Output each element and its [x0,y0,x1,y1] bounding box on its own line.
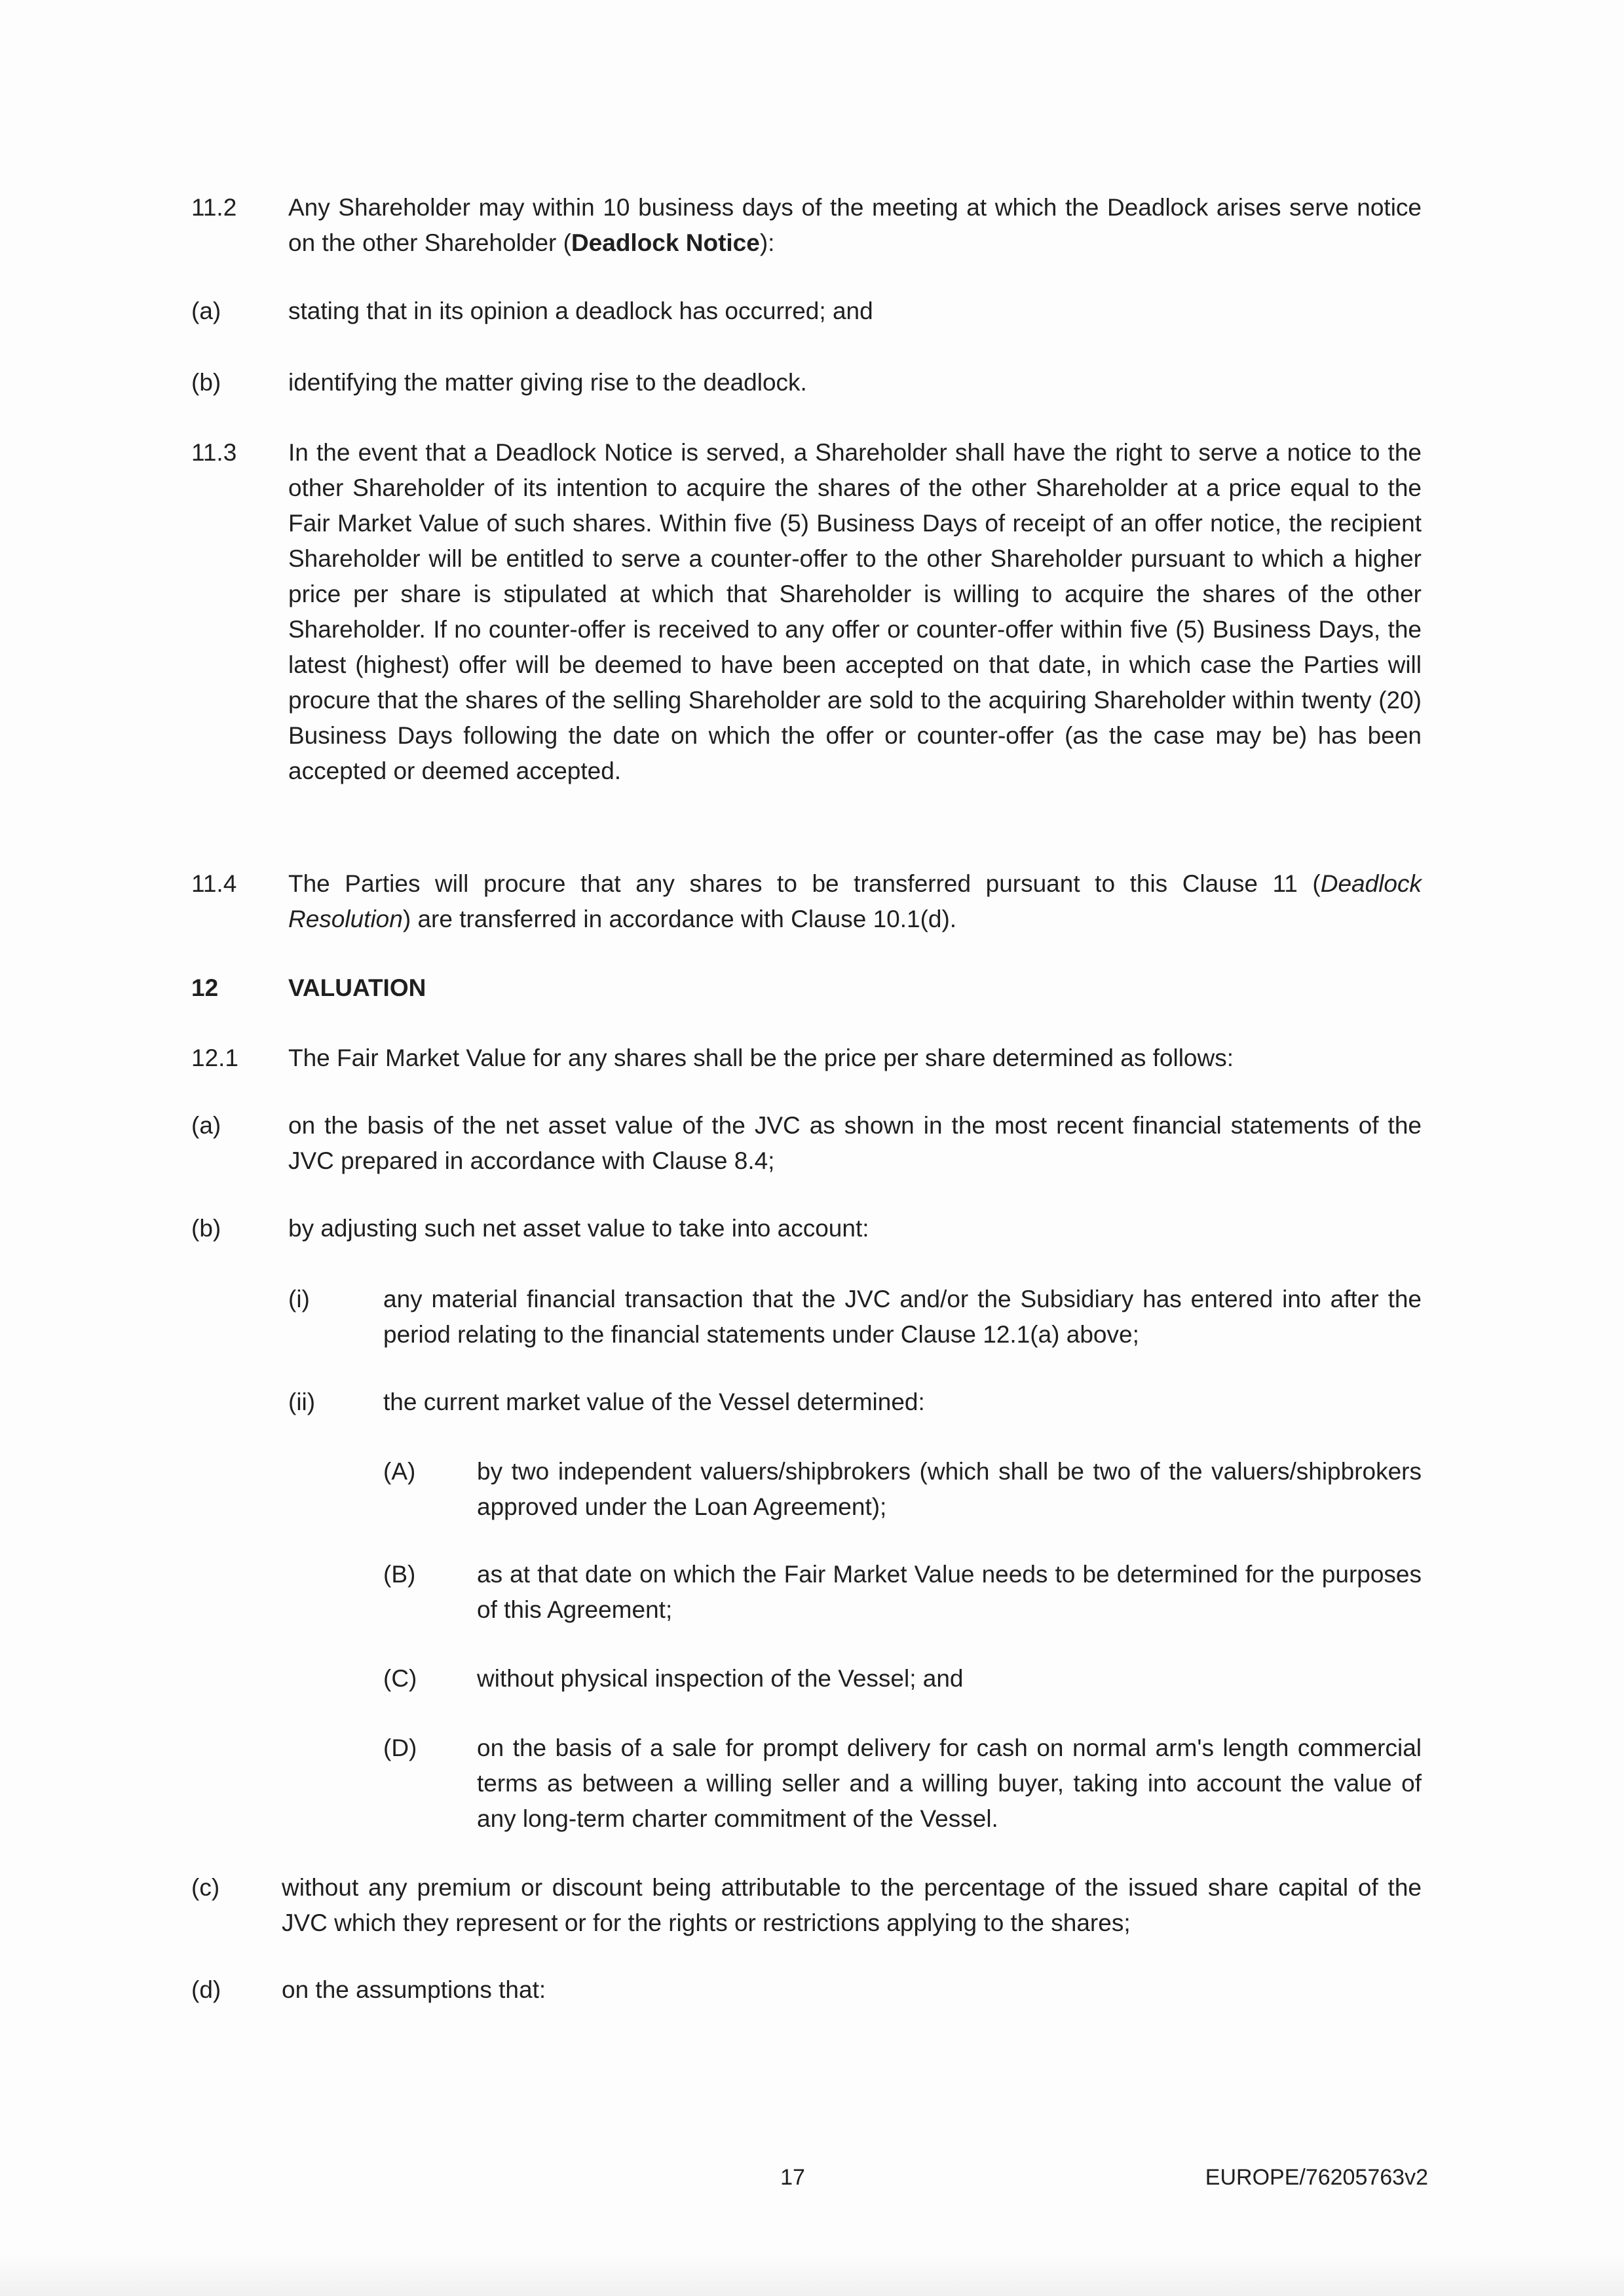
clause-11-2-lead: Any Shareholder may within 10 business days of the meeting at which the Deadlock arises serve notice on the other Shareholder ( [288,194,1422,256]
clause-11-4-text [288,866,1422,937]
clause-12-1-b-ii-label: (ii) [288,1388,316,1415]
clause-11-2-b-text: identifying the matter giving rise to the deadlock. [288,369,807,396]
clause-11-2-b-label: (b) [191,369,221,396]
clause-12-1-b-i-label: (i) [288,1286,310,1312]
clause-12-1-b-text: by adjusting such net asset value to take into account: [288,1215,869,1242]
clause-12-1-d-text: on the assumptions that: [282,1976,546,2003]
clause-11-4-lead: The Parties will procure that any shares to be transferred pursuant to this Clause 11 ( [288,870,1321,897]
clause-12-1-text: The Fair Market Value for any shares shall be the price per share determined as follows: [288,1044,1234,1071]
cross-ref-deadlock-resolution: Deadlock Resolution [288,870,1422,932]
clause-12-1-b-ii-B-text: as at that date on which the Fair Market Value needs to be determined for the purposes of this Agreement; [477,1561,1422,1623]
clause-number-11-4: 11.4 [191,870,237,897]
scan-bottom-edge [0,2254,1624,2296]
clause-number-11-2: 11.2 [191,194,237,221]
clause-12-1-b-ii-D-text: on the basis of a sale for prompt delivery for cash on normal arm's length commercial terms as between a willing seller and a willing buyer, taking into account the value of any long-term charter commitment of the Vessel. [477,1734,1422,1832]
clause-12-1-c-text: without any premium or discount being attributable to the percentage of the issued share capital of the JVC which they represent or for the rights or restrictions applying to the shares; [282,1874,1422,1936]
page-number: 17 [780,2165,805,2190]
clause-12-1-c-label: (c) [191,1874,220,1901]
document-reference: EUROPE/76205763v2 [1205,2165,1428,2190]
clause-12-1-b-ii-A-text: by two independent valuers/shipbrokers (which shall be two of the valuers/shipbrokers approved under the Loan Agreement); [477,1458,1422,1520]
section-number-12: 12 [191,974,219,1001]
clause-12-1-b-ii-D-label: (D) [383,1734,417,1761]
clause-12-1-a-text: on the basis of the net asset value of the JVC as shown in the most recent financial statements of the JVC prepared in accordance with Clause 8.4; [288,1112,1422,1174]
clause-12-1-b-ii-C-label: (C) [383,1665,417,1692]
clause-11-2-a-label: (a) [191,297,221,324]
clause-12-1-b-ii-B-label: (B) [383,1561,416,1588]
clause-12-1-b-ii-text: the current market value of the Vessel determined: [383,1388,925,1415]
clause-number-11-3: 11.3 [191,439,237,466]
clause-number-12-1: 12.1 [191,1044,239,1071]
clause-11-3-text: In the event that a Deadlock Notice is served, a Shareholder shall have the right to serve a notice to the other Shareholder of its intention to acquire the shares of the other Shareholder at a price equal to the Fair Market Value of such shares. Within five (5) Business Days of receipt of an offer notice, the recipient Shareholder will be entitled to serve a counter-offer to the other Shareholder pursuant to which a higher price per share is stipulated at which that Shareholder is willing to acquire the shares of the other Shareholder. If no counter-offer is received to any offer or counter-offer within five (5) Business Days, the latest (highest) offer will be deemed to have been accepted on that date, in which case the Parties will procure that the shares of the selling Shareholder are sold to the acquiring Shareholder within twenty (20) Business Days following the date on which the offer or counter-offer (as the case may be) has been accepted or deemed accepted. [288,439,1422,784]
clause-11-2-text [288,190,1422,261]
clause-11-2-tail: ): [759,229,775,256]
clause-12-1-b-ii-A-label: (A) [383,1458,416,1485]
defined-term-deadlock-notice: Deadlock Notice [571,229,760,256]
section-title-valuation: VALUATION [288,974,426,1001]
clause-12-1-d-label: (d) [191,1976,221,2003]
clause-12-1-b-ii-C-text: without physical inspection of the Vessel; and [477,1665,964,1692]
clause-11-4-tail: ) are transferred in accordance with Clause 10.1(d). [402,906,957,932]
clause-12-1-b-label: (b) [191,1215,221,1242]
clause-11-2-a-text: stating that in its opinion a deadlock has occurred; and [288,297,873,324]
clause-12-1-a-label: (a) [191,1112,221,1139]
clause-12-1-b-i-text: any material financial transaction that the JVC and/or the Subsidiary has entered into after the period relating to the financial statements under Clause 12.1(a) above; [383,1286,1422,1348]
